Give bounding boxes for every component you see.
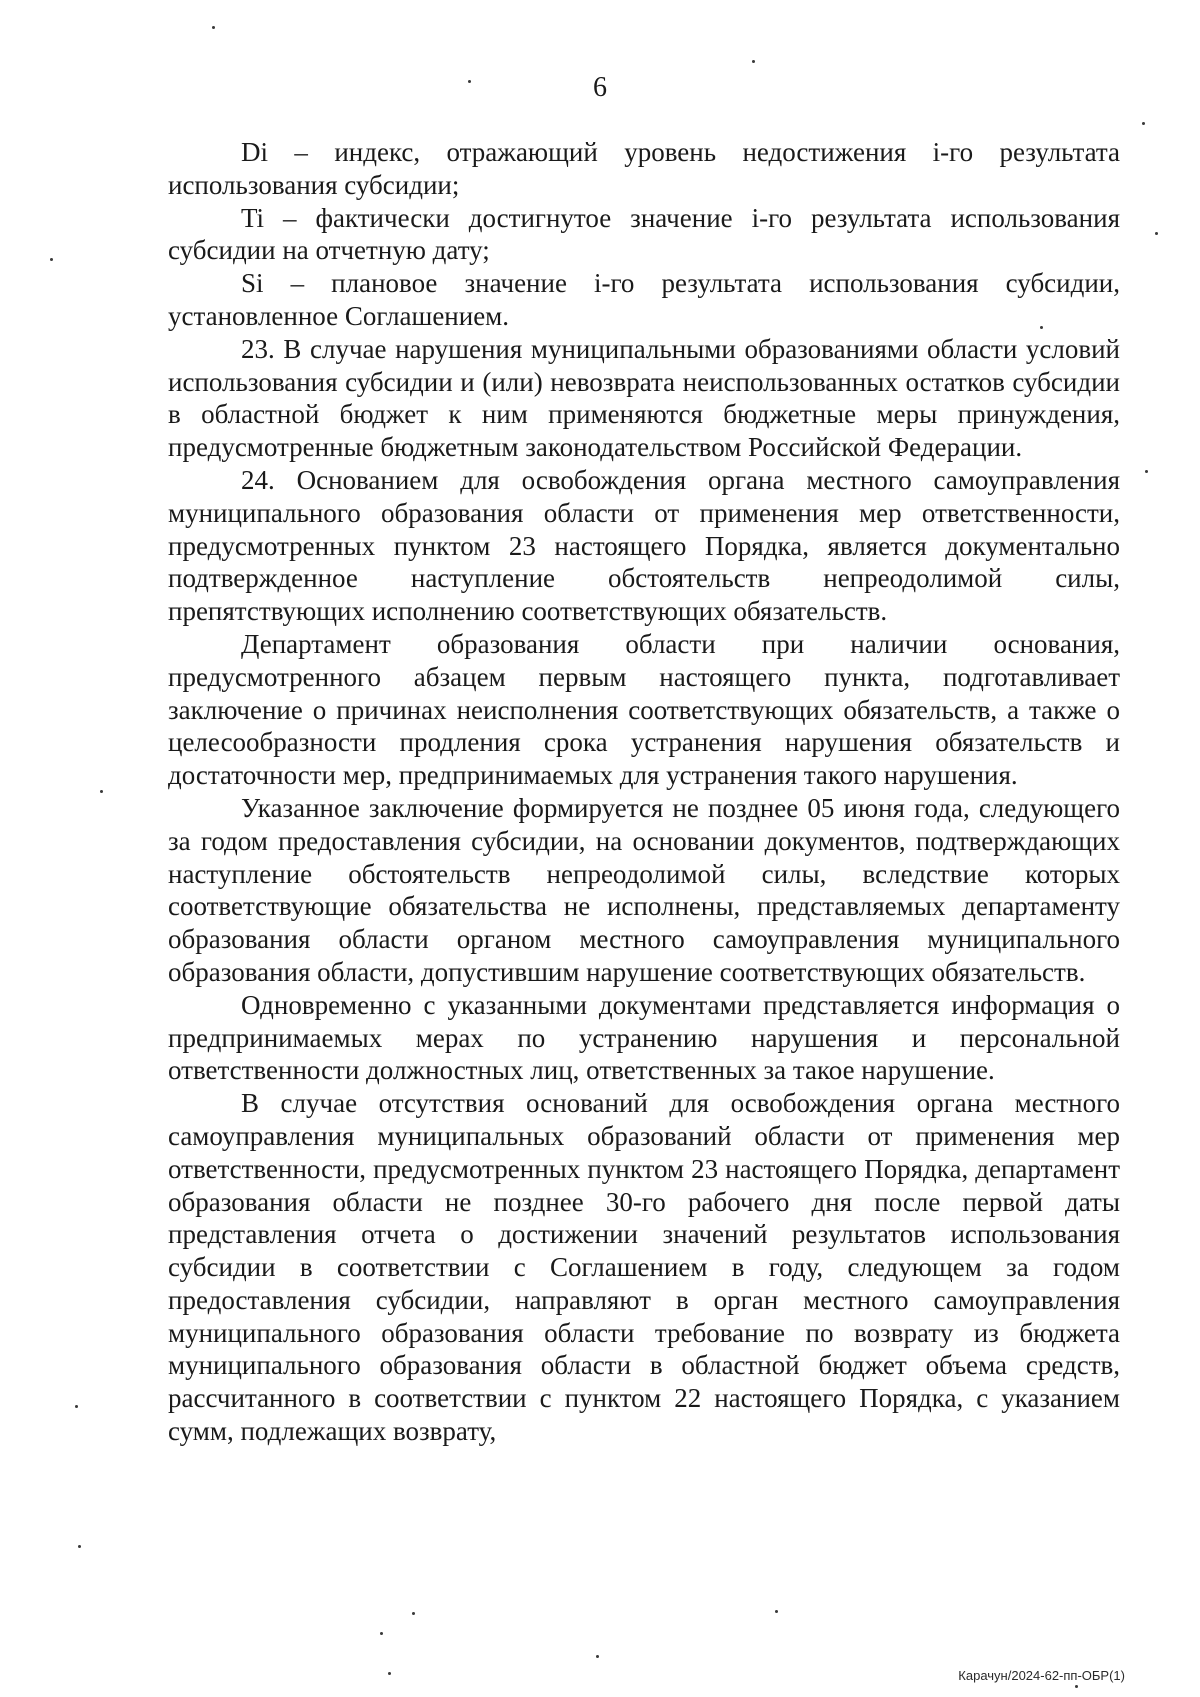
page-number: 6 — [593, 72, 607, 103]
paragraph-di-definition: Di – индекс, отражающий уровень недостижения i-го результата использования субсидии; — [168, 137, 1120, 200]
scan-speck — [1145, 470, 1148, 473]
scan-speck — [412, 1612, 415, 1615]
scan-speck — [596, 1655, 599, 1658]
paragraph-simultaneous-info: Одновременно с указанными документами представляется информация о предпринимаемых мерах по устранению нарушения и персональной ответственности должностных лиц, ответственных за такое нарушение. — [168, 989, 1120, 1086]
scan-speck — [752, 60, 755, 63]
scan-speck — [78, 1545, 81, 1548]
scan-speck — [380, 1632, 383, 1635]
paragraph-item-23: 23. В случае нарушения муниципальными образованиями области условий использования субсидии и (или) невозврата неиспользованных остатков субсидии в областной бюджет к ним применяются бюджетные меры принуждения, предусмотренные бюджетным законодательством Российской Федерации. — [168, 333, 1120, 463]
scan-speck — [1155, 232, 1158, 235]
scan-speck — [75, 1405, 78, 1408]
paragraph-conclusion-deadline: Указанное заключение формируется не позднее 05 июня года, следующего за годом предоставления субсидии, на основании документов, подтверждающих наступление обстоятельств непреодолимой силы, вследствие которых соответствующие обязательства не исполнены, представляемых департаменту образования области органом местного самоуправления муниципального образования области, допустившим нарушение соответствующих обязательств. — [168, 792, 1120, 987]
paragraph-ti-definition: Ti – фактически достигнутое значение i-го результата использования субсидии на отчетную дату; — [168, 202, 1120, 266]
scan-speck — [1040, 326, 1043, 329]
scan-speck — [1075, 1685, 1078, 1688]
scan-speck — [212, 26, 215, 29]
scan-speck — [100, 790, 103, 793]
paragraph-item-24: 24. Основанием для освобождения органа местного самоуправления муниципального образования области от применения мер ответственности, предусмотренных пунктом 23 настоящего Порядка, является документально подтвержденное наступление обстоятельств непреодолимой силы, препятствующих исполнению соответствующих обязательств. — [168, 464, 1120, 627]
scan-speck — [775, 1610, 778, 1613]
document-registration-code: Карачун/2024-62-пп-ОБР(1) — [958, 1668, 1125, 1683]
document-body — [168, 136, 1120, 1448]
paragraph-refund-requirement: В случае отсутствия оснований для освобождения органа местного самоуправления муниципальных образований области от применения мер ответственности, предусмотренных пунктом 23 настоящего Порядка, департамент образования области не позднее 30-го рабочего дня после первой даты представления отчета о достижении значений результатов использования субсидии в соответствии с Соглашением в году, следующем за годом предоставления субсидии, направляют в орган местного самоуправления муниципального образования области требование по возврату из бюджета муниципального образования области в областной бюджет объема средств, рассчитанного в соответствии с пунктом 22 настоящего Порядка, с указанием сумм, подлежащих возврату, — [168, 1088, 1120, 1447]
paragraph-si-definition: Si – плановое значение i-го результата использования субсидии, установленное Соглашением. — [168, 268, 1120, 331]
scan-speck — [388, 1672, 391, 1675]
scan-speck — [468, 80, 471, 83]
scan-speck — [50, 258, 53, 261]
scan-speck — [1142, 122, 1145, 125]
paragraph-department-conclusion: Департамент образования области при наличии основания, предусмотренного абзацем первым настоящего пункта, подготавливает заключение о причинах неисполнения соответствующих обязательств, а также о целесообразности продления срока устранения нарушения обязательств и достаточности мер, предпринимаемых для устранения такого нарушения. — [168, 628, 1120, 791]
